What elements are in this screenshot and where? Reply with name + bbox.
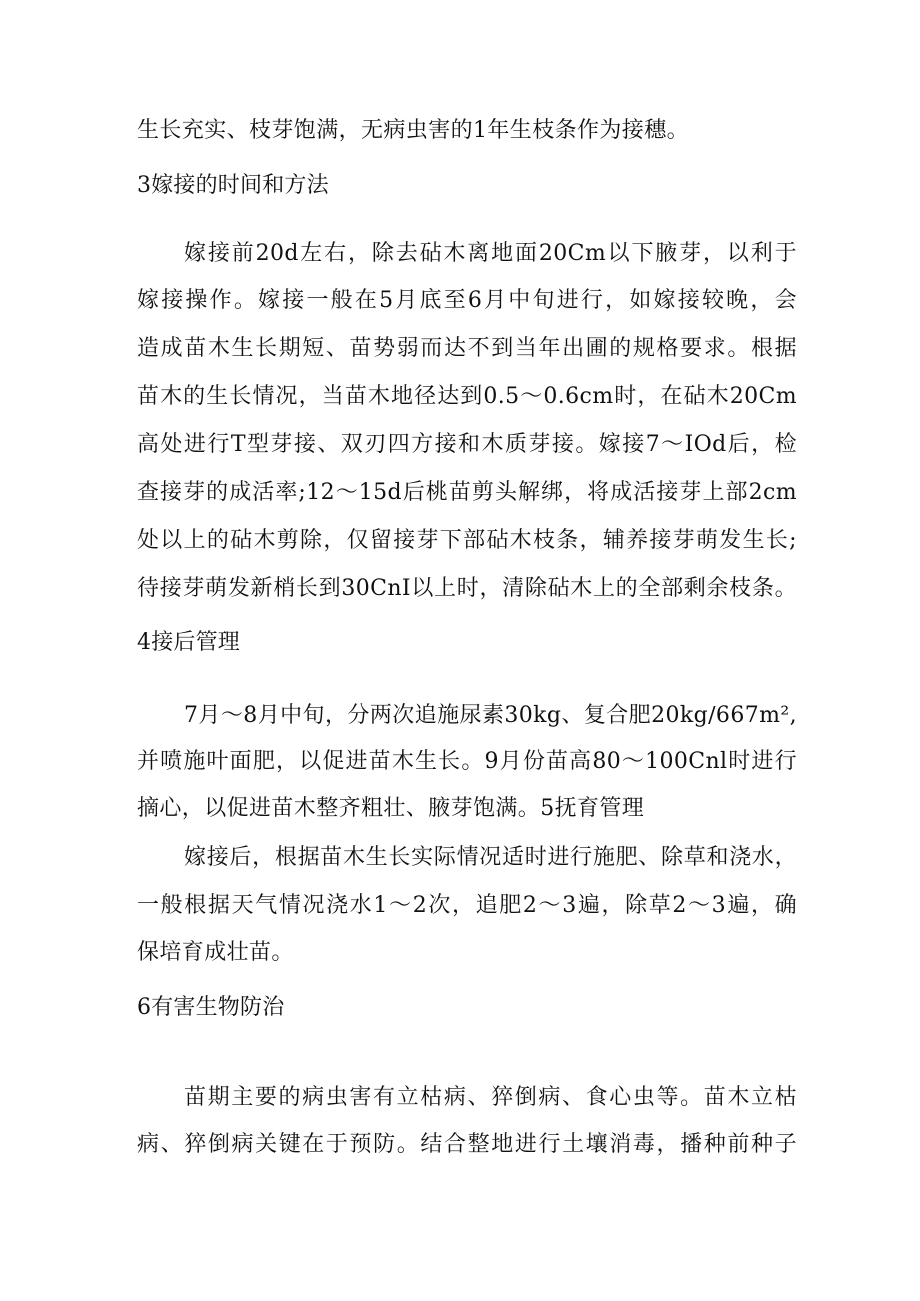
section-3-line-2: 嫁接操作。嫁接一般在5月底至6月中旬进行，如嫁接较晚，会 — [137, 288, 797, 313]
section-3-line-3: 造成苗木生长期短、苗势弱而达不到当年出圃的规格要求。根据 — [137, 336, 797, 361]
section-5-line-3: 保培育成壮苗。 — [137, 940, 294, 965]
section-3-line-4: 苗木的生长情况，当苗木地径达到0.5～0.6cm时，在砧木20Cm — [137, 384, 797, 409]
section-4-line-3: 摘心，以促进苗木整齐粗壮、腋芽饱满。5抚育管理 — [137, 796, 645, 821]
section-3-line-5: 高处进行T型芽接、双刃四方接和木质芽接。嫁接7～IOd后，检 — [137, 432, 797, 457]
section-5-line-2: 一般根据天气情况浇水1～2次，追肥2～3遍，除草2～3遍，确 — [137, 893, 797, 918]
section-3-heading: 3嫁接的时间和方法 — [137, 173, 329, 198]
section-6-heading: 6有害生物防治 — [137, 995, 285, 1020]
paragraph-continuation-line: 生长充实、枝芽饱满，无病虫害的1年生枝条作为接穗。 — [137, 118, 689, 143]
section-3-line-8: 待接芽萌发新梢长到30CnI以上时，清除砧木上的全部剩余枝条。 — [137, 576, 797, 601]
section-4-line-2: 并喷施叶面肥，以促进苗木生长。9月份苗高80～100Cnl时进行 — [137, 749, 797, 774]
section-3-line-7: 处以上的砧木剪除，仅留接芽下部砧木枝条，辅养接芽萌发生长; — [137, 528, 797, 553]
section-6-line-1: 苗期主要的病虫害有立枯病、猝倒病、食心虫等。苗木立枯 — [184, 1085, 797, 1110]
section-4-heading: 4接后管理 — [137, 630, 240, 655]
section-3-line-1: 嫁接前20d左右，除去砧木离地面20Cm以下腋芽，以利于 — [184, 241, 797, 266]
section-5-line-1: 嫁接后，根据苗木生长实际情况适时进行施肥、除草和浇水， — [184, 845, 797, 870]
section-3-line-6: 查接芽的成活率;12～15d后桃苗剪头解绑，将成活接芽上部2cm — [137, 480, 797, 505]
section-6-line-2: 病、猝倒病关键在于预防。结合整地进行土壤消毒，播种前种子 — [137, 1132, 797, 1157]
section-4-line-1: 7月～8月中旬，分两次追施尿素30kg、复合肥20kg∕667m², — [184, 703, 797, 728]
